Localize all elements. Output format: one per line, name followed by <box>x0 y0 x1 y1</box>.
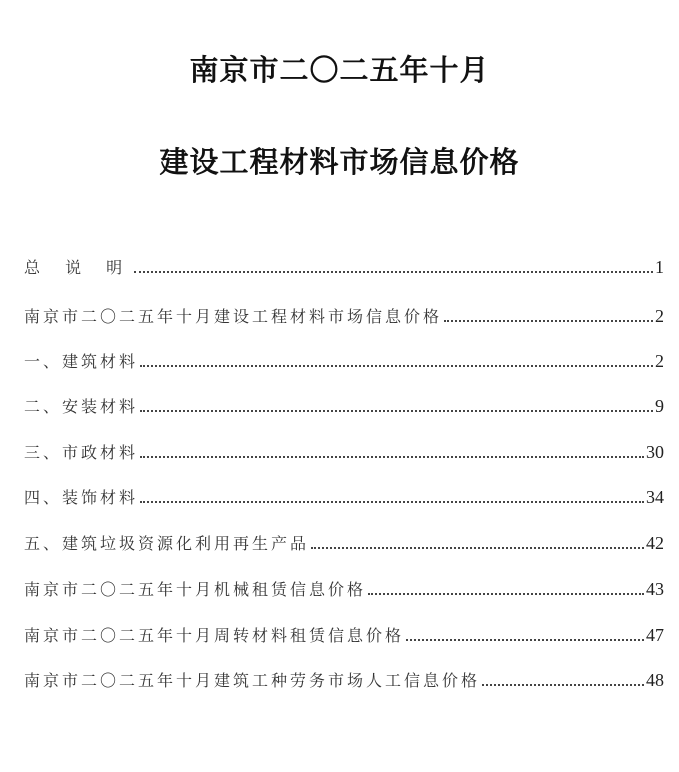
document-title-line1: 南京市二〇二五年十月 <box>189 53 490 87</box>
toc-entry-label: 一、建筑材料 <box>24 352 139 371</box>
toc-entry-label: 南京市二〇二五年十月机械租赁信息价格 <box>24 580 367 599</box>
toc-entry-label: 四、装饰材料 <box>24 488 139 507</box>
toc-entry-recycled-products[interactable] <box>24 530 664 554</box>
toc-entry-page: 42 <box>646 533 664 553</box>
toc-entry-page: 34 <box>646 487 664 507</box>
leader-dots <box>406 639 644 641</box>
toc-entry-municipal-materials[interactable] <box>24 439 664 463</box>
toc-entry-page: 47 <box>646 625 664 645</box>
toc-entry-page: 30 <box>646 442 664 462</box>
leader-dots <box>311 547 644 549</box>
toc-entry-label: 南京市二〇二五年十月周转材料租赁信息价格 <box>24 626 405 645</box>
toc-entry-decoration-materials[interactable] <box>24 484 664 508</box>
document-title-line2: 建设工程材料市场信息价格 <box>159 145 520 179</box>
toc-entry-label: 南京市二〇二五年十月建设工程材料市场信息价格 <box>24 307 443 326</box>
leader-dots <box>482 684 644 686</box>
leader-dots <box>444 320 653 322</box>
leader-dots <box>140 410 653 412</box>
toc-entry-label: 二、安装材料 <box>24 397 139 416</box>
toc-entry-turnover-materials-rental[interactable] <box>24 622 664 646</box>
toc-entry-page: 43 <box>646 579 664 599</box>
toc-entry-page: 48 <box>646 670 664 690</box>
toc-entry-page: 2 <box>655 351 664 371</box>
leader-dots <box>368 593 644 595</box>
toc-entry-general-notes[interactable] <box>24 254 664 278</box>
toc-entry-label: 南京市二〇二五年十月建筑工种劳务市场人工信息价格 <box>24 671 481 690</box>
toc-entry-label: 五、建筑垃圾资源化利用再生产品 <box>24 534 310 553</box>
leader-dots <box>140 501 644 503</box>
toc-entry-installation-materials[interactable] <box>24 393 664 417</box>
toc-entry-label: 三、市政材料 <box>24 443 139 462</box>
leader-dots <box>134 271 653 273</box>
toc-entry-page: 2 <box>655 306 664 326</box>
toc-entry-page: 1 <box>655 257 664 277</box>
toc-entry-material-prices[interactable] <box>24 303 664 327</box>
toc-entry-machinery-rental[interactable] <box>24 576 664 600</box>
toc-entry-building-materials[interactable] <box>24 348 664 372</box>
toc-entry-label: 总 说 明 <box>24 258 133 277</box>
leader-dots <box>140 456 644 458</box>
toc-entry-page: 9 <box>655 396 664 416</box>
toc-entry-labor-prices[interactable] <box>24 667 664 691</box>
leader-dots <box>140 365 653 367</box>
